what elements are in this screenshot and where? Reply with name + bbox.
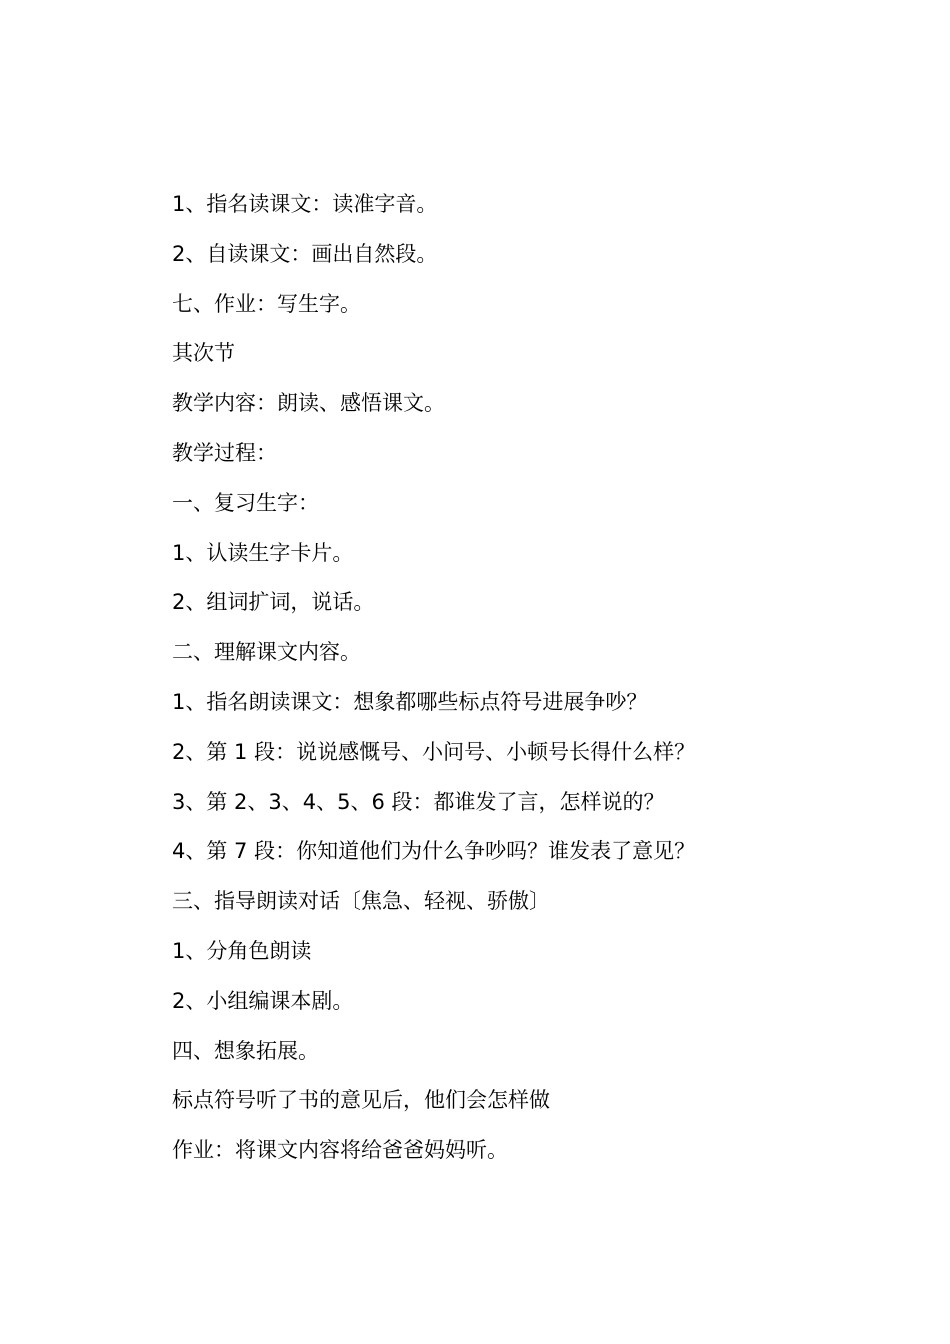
text-line: 标点符号听了书的意见后，他们会怎样做 <box>172 1088 550 1113</box>
text-line: 作业：将课文内容将给爸爸妈妈听。 <box>172 1138 508 1163</box>
section-heading: 其次节 <box>172 341 235 366</box>
text-line: 教学过程： <box>172 440 277 465</box>
text-line: 1、指名朗读课文：想象都哪些标点符号进展争吵？ <box>172 689 648 714</box>
text-line: 1、指名读课文：读准字音。 <box>172 192 438 216</box>
text-line: 二、理解课文内容。 <box>172 640 361 665</box>
text-line: 一、复习生字： <box>172 490 319 515</box>
text-line: 2、组词扩词，说话。 <box>172 590 375 615</box>
text-line: 四、想象拓展。 <box>172 1038 319 1063</box>
text-line: 1、分角色朗读 <box>172 938 312 963</box>
document-body <box>172 186 812 1182</box>
text-line: 七、作业：写生字。 <box>172 291 361 316</box>
text-line: 2、自读课文：画出自然段。 <box>172 241 438 266</box>
text-line: 3、第 2、3、4、5、6 段：都谁发了言，怎样说的？ <box>172 789 665 814</box>
text-line: 教学内容：朗读、感悟课文。 <box>172 391 445 416</box>
text-line: 4、第 7 段：你知道他们为什么争吵吗？谁发表了意见？ <box>172 839 696 864</box>
text-line: 2、第 1 段：说说感慨号、小问号、小顿号长得什么样？ <box>172 739 696 764</box>
text-line: 1、认读生字卡片。 <box>172 540 354 565</box>
text-line: 三、指导朗读对话〔焦急、轻视、骄傲〕 <box>172 889 550 914</box>
text-line: 2、小组编课本剧。 <box>172 988 354 1013</box>
